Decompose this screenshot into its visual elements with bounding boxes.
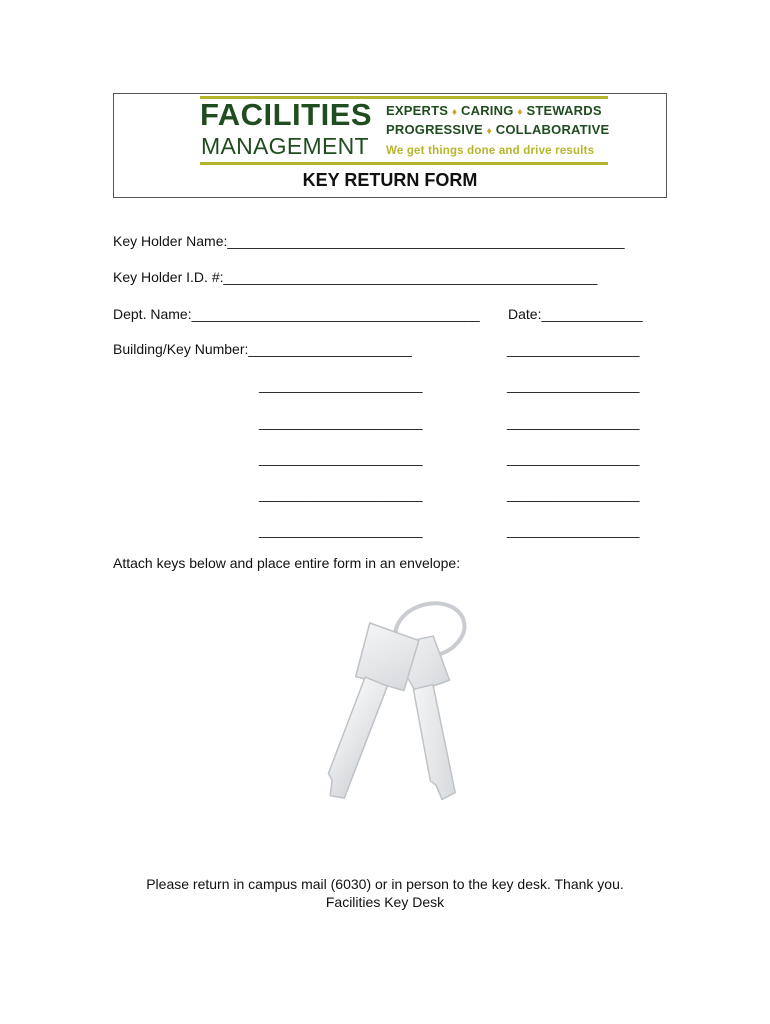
logo-word-facilities: FACILITIES (200, 97, 373, 132)
key-holder-name-field[interactable]: Key Holder Name:___________________________________________________ (113, 233, 625, 249)
building-blank-2[interactable]: _____________________ (259, 377, 423, 393)
diamond-icon: ♦ (486, 126, 492, 137)
logo-bottom-rule (200, 162, 608, 165)
blank-line: _____________________ (248, 341, 412, 357)
tagline-2: PROGRESSIVE ♦ COLLABORATIVE (386, 122, 610, 137)
key-number-blank-right-6[interactable]: _________________ (507, 522, 640, 538)
blank-line: _____________________________________ (191, 306, 480, 322)
header-box (113, 93, 667, 198)
footer-return-note: Please return in campus mail (6030) or in person to the key desk. Thank you. (146, 876, 624, 892)
tagline-3: We get things done and drive results (386, 145, 595, 157)
key-holder-id-field[interactable]: Key Holder I.D. #:________________________________________________ (113, 269, 598, 285)
blank-line: _____________ (541, 306, 643, 322)
building-blank-4[interactable]: _____________________ (259, 450, 423, 466)
dept-name-field[interactable]: Dept. Name:_____________________________________ (113, 306, 480, 322)
building-blank-5[interactable]: _____________________ (259, 486, 423, 502)
building-blank-3[interactable]: _____________________ (259, 414, 423, 430)
key-number-blank-right-4[interactable]: _________________ (507, 450, 640, 466)
blank-line: ___________________________________________________ (227, 233, 625, 249)
page-title: KEY RETURN FORM (302, 170, 478, 190)
key-number-blank-right-1[interactable]: _________________ (507, 341, 640, 357)
key-number-blank-right-2[interactable]: _________________ (507, 377, 640, 393)
footer-signoff: Facilities Key Desk (325, 894, 445, 910)
logo-word-management: MANAGEMENT (201, 133, 369, 159)
key-number-blank-right-3[interactable]: _________________ (507, 414, 640, 430)
building-key-number-field[interactable]: Building/Key Number:_____________________ (113, 341, 412, 357)
diamond-icon: ♦ (451, 107, 458, 118)
key-number-blank-right-5[interactable]: _________________ (507, 486, 640, 502)
diamond-icon: ♦ (517, 107, 523, 118)
building-blank-6[interactable]: _____________________ (259, 522, 423, 538)
facilities-management-logo (200, 96, 608, 168)
attach-keys-instruction: Attach keys below and place entire form in an envelope: (113, 555, 461, 571)
date-field[interactable]: Date:_____________ (508, 306, 643, 322)
tagline-1: EXPERTS ♦ CARING ♦ STEWARDS (386, 103, 602, 118)
keys-image (300, 595, 480, 815)
blank-line: ________________________________________________ (223, 269, 598, 285)
